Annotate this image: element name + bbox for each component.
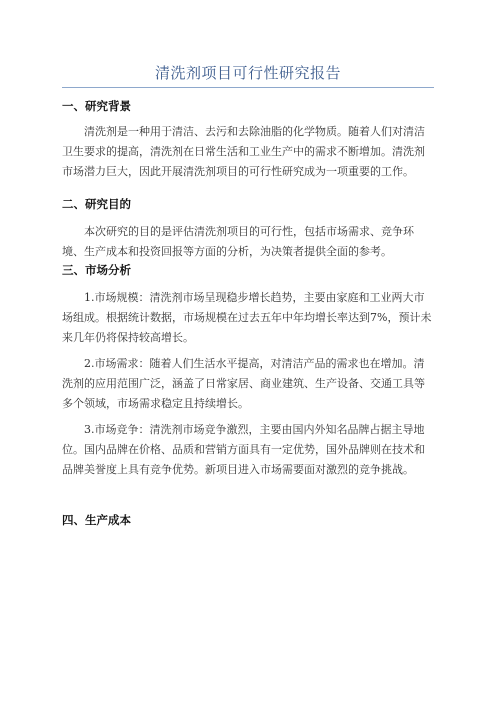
paragraph-market-size: 1.市场规模：清洗剂市场呈现稳步增长趋势，主要由家庭和工业两大市场组成。根据统计数据，市场规模在过去五年中年均增长率达到7%，预计未来几年仍将保持较高增长。 (62, 291, 432, 344)
document-title: 清洗剂项目可行性研究报告 (154, 64, 341, 82)
section-heading-purpose: 二、研究目的 (62, 197, 131, 211)
paragraph-market-demand: 2.市场需求：随着人们生活水平提高，对清洁产品的需求也在增加。清洗剂的应用范围广泛，涵盖了日常家居、商业建筑、生产设备、交通工具等多个领域，市场需求稳定且持续增长。 (62, 357, 425, 410)
title-divider (62, 87, 434, 88)
paragraph-purpose: 本次研究的目的是评估清洗剂项目的可行性，包括市场需求、竞争环境、生产成本和投资回报等方面的分析，为决策者提供全面的参考。 (62, 225, 414, 258)
paragraph-background: 清洗剂是一种用于清洁、去污和去除油脂的化学物质。随着人们对清洁卫生要求的提高，清洗剂在日常生活和工业生产中的需求不断增加。清洗剂市场潜力巨大，因此开展清洗剂项目的可行性研究成为一项重要的工作。 (62, 125, 425, 178)
section-heading-background: 一、研究背景 (62, 99, 131, 113)
section-heading-production-cost: 四、生产成本 (62, 513, 131, 527)
paragraph-market-competition: 3.市场竞争：清洗剂市场竞争激烈，主要由国内外知名品牌占据主导地位。国内品牌在价格、品质和营销方面具有一定优势，国外品牌则在技术和品牌美誉度上具有竞争优势。新项目进入市场需要面对激烈的竞争挑战。 (62, 423, 425, 476)
section-heading-market-analysis: 三、市场分析 (62, 263, 131, 277)
